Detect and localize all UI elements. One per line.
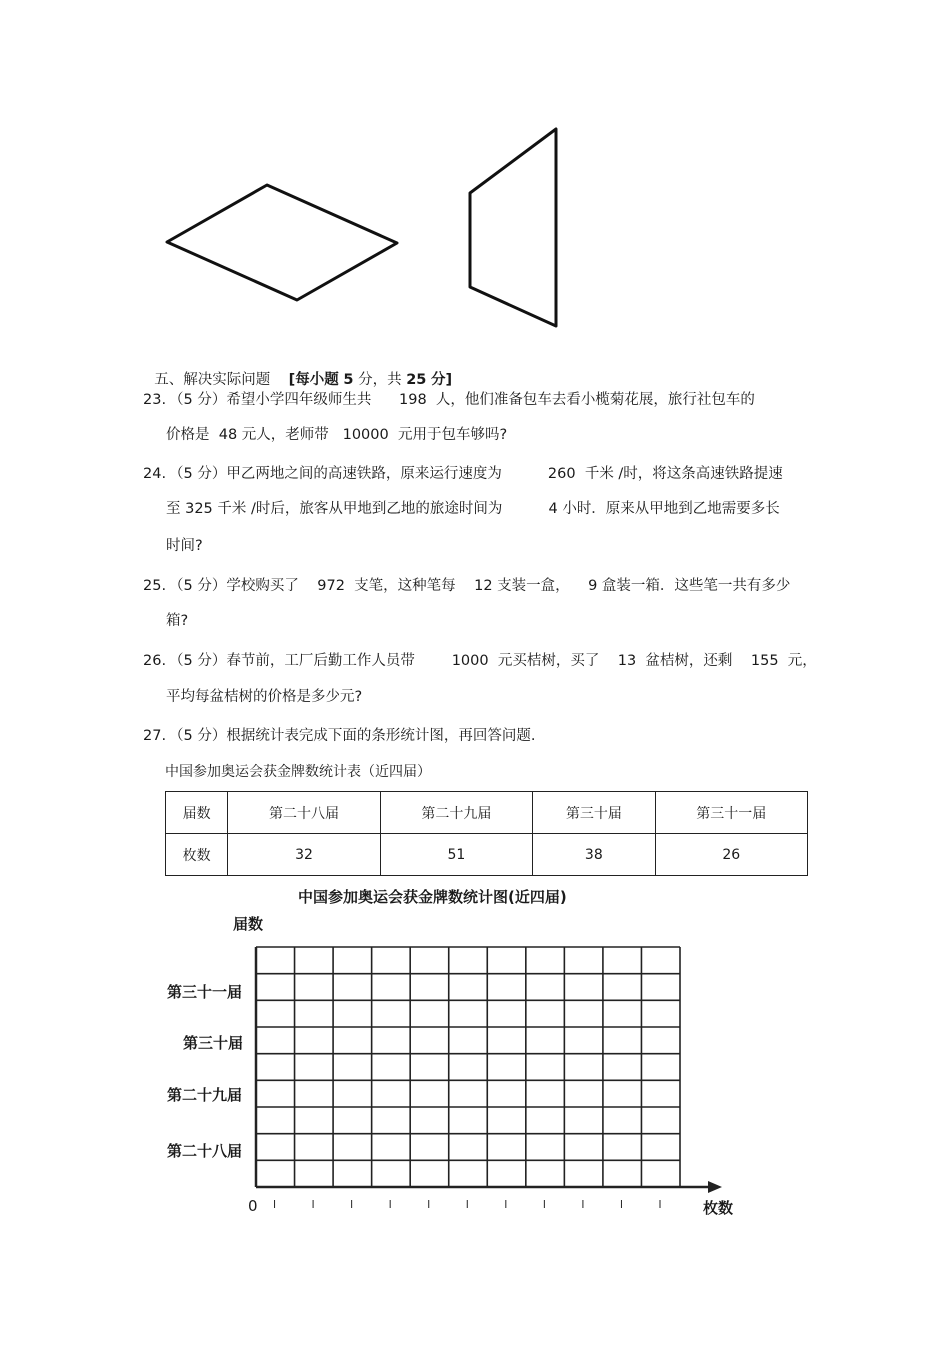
section-score-open: [每小题 bbox=[288, 372, 339, 388]
table-cell: 32 bbox=[228, 834, 380, 876]
chart-category-label: 第二十八届 bbox=[167, 1142, 243, 1160]
table-cell: 38 bbox=[533, 834, 655, 876]
x-axis-arrow-icon bbox=[708, 1181, 722, 1193]
question-23-line-2: 价格是 48 元人，老师带 10000 元用于包车够吗? bbox=[166, 427, 508, 443]
chart-x-axis-label: 枚数 bbox=[703, 1199, 734, 1217]
question-24-line-1: （5 分）甲乙两地之间的高速铁路，原来运行速度为 260 千米 /时，将这条高速铁路提速 bbox=[169, 466, 783, 482]
section-score-mid: 分，共 bbox=[358, 372, 402, 388]
chart-category-label: 第三十届 bbox=[183, 1034, 244, 1052]
question-27-num: 27. bbox=[143, 728, 167, 744]
question-26-line-2: 平均每盆桔树的价格是多少元? bbox=[166, 689, 363, 705]
chart-category-label: 第二十九届 bbox=[167, 1086, 243, 1104]
table-cell: 第三十届 bbox=[533, 792, 655, 834]
question-26-num: 26. bbox=[143, 653, 167, 669]
question-27-line-1: （5 分）根据统计表完成下面的条形统计图，再回答问题. bbox=[169, 728, 536, 744]
question-24-num: 24. bbox=[143, 466, 167, 482]
table-cell: 届数 bbox=[166, 792, 228, 834]
table-cell: 26 bbox=[655, 834, 807, 876]
section-title: 五、解决实际问题 bbox=[154, 372, 271, 388]
chart-y-axis-label: 届数 bbox=[233, 915, 264, 933]
table-cell: 第三十一届 bbox=[655, 792, 807, 834]
question-23-line-1: （5 分）希望小学四年级师生共 198 人，他们准备包车去看小榄菊花展，旅行社包车的 bbox=[169, 392, 755, 408]
table-caption: 中国参加奥运会获金牌数统计表（近四届） bbox=[165, 764, 431, 780]
table-cell: 第二十八届 bbox=[228, 792, 380, 834]
question-25-line-2: 箱? bbox=[166, 613, 189, 629]
chart-title: 中国参加奥运会获金牌数统计图(近四届) bbox=[298, 888, 567, 906]
section-score-per: 5 bbox=[343, 372, 354, 388]
section-score-total: 25 bbox=[406, 372, 427, 388]
question-24-line-2: 至 325 千米 /时后，旅客从甲地到乙地的旅途时间为 4 小时．原来从甲地到乙地需要多长 bbox=[166, 501, 780, 517]
question-25-line-1: （5 分）学校购买了 972 支笔，这种笔每 12 支装一盒， 9 盒装一箱．这些笔一共有多少 bbox=[169, 578, 791, 594]
chart-origin-label: 0 bbox=[248, 1197, 258, 1215]
question-24-line-3: 时间? bbox=[166, 538, 203, 554]
table-cell: 51 bbox=[380, 834, 532, 876]
section-score-close: 分] bbox=[431, 372, 453, 388]
table-cell: 枚数 bbox=[166, 834, 228, 876]
question-26-line-1: （5 分）春节前，工厂后勤工作人员带 1000 元买桔树，买了 13 盆桔树，还剩 155 元， bbox=[169, 653, 817, 669]
table-cell: 第二十九届 bbox=[380, 792, 532, 834]
chart-category-label: 第三十一届 bbox=[167, 983, 243, 1001]
question-23-num: 23. bbox=[143, 392, 167, 408]
question-25-num: 25. bbox=[143, 578, 167, 594]
